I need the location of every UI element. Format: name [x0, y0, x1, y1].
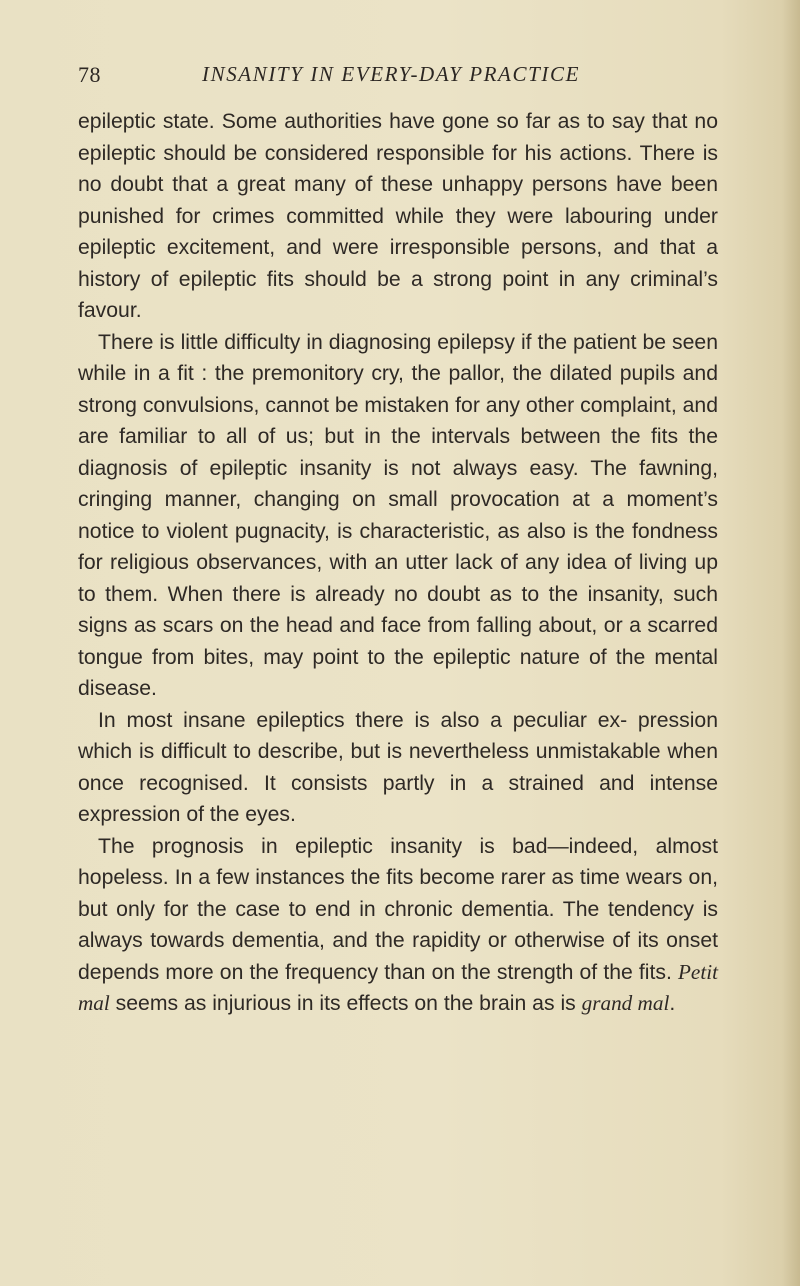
page-edge-shadow: [782, 0, 800, 1286]
prognosis-text-end: .: [669, 992, 676, 1015]
page-number: 78: [78, 62, 101, 87]
body-text: [78, 106, 718, 1020]
petit-mal-term: Petit mal: [78, 959, 718, 1015]
running-head: INSANITY IN EVERY-DAY PRACTICE: [202, 62, 580, 86]
paragraph-continuation: epileptic state. Some authorities have gone so far as to say that no epileptic should be considered responsible for his actions. There is no doubt that a great many of these unhappy persons have been punished for crimes committed while they were labouring under epileptic excitement, and were irresponsible persons, and that a history of epileptic fits should be a strong point in any criminal’s favour.: [78, 110, 718, 322]
prognosis-text-middle: seems as injurious in its effects on the brain as is: [115, 992, 576, 1015]
paragraph-prognosis: [78, 831, 718, 1020]
paragraph-expression: In most insane epileptics there is also a peculiar ex- pression which is difficult to describe, but is nevertheless unmistakable when once recognised. It consists partly in a strained and intense expression of the eyes.: [78, 708, 718, 826]
paragraph-diagnosis: There is little difficulty in diagnosing epilepsy if the patient be seen while in a fit : the premonitory cry, the pallor, the dilated pupils and strong convulsions, cannot be mistaken for any other complaint, and are familiar to all of us; but in the intervals between the fits the diagnosis of epileptic insanity is not always easy. The fawning, cringing manner, changing on small provocation at a moment’s notice to violent pugnacity, is characteristic, as also is the fondness for religious observances, with an utter lack of any idea of living up to them. When there is already no doubt as to the insanity, such signs as scars on the head and face from falling about, or a scarred tongue from bites, may point to the epileptic nature of the mental disease.: [78, 330, 718, 700]
page-header: [78, 62, 718, 92]
grand-mal-term: grand mal: [581, 991, 670, 1015]
prognosis-text: The prognosis in epileptic insanity is bad—indeed, almost hopeless. In a few instances the fits become rarer as time wears on, but only for the case to end in chronic dementia. The tendency is always towards dementia, and the rapidity or otherwise of its onset depends more on the frequency than on the strength of the fits.: [78, 834, 718, 984]
